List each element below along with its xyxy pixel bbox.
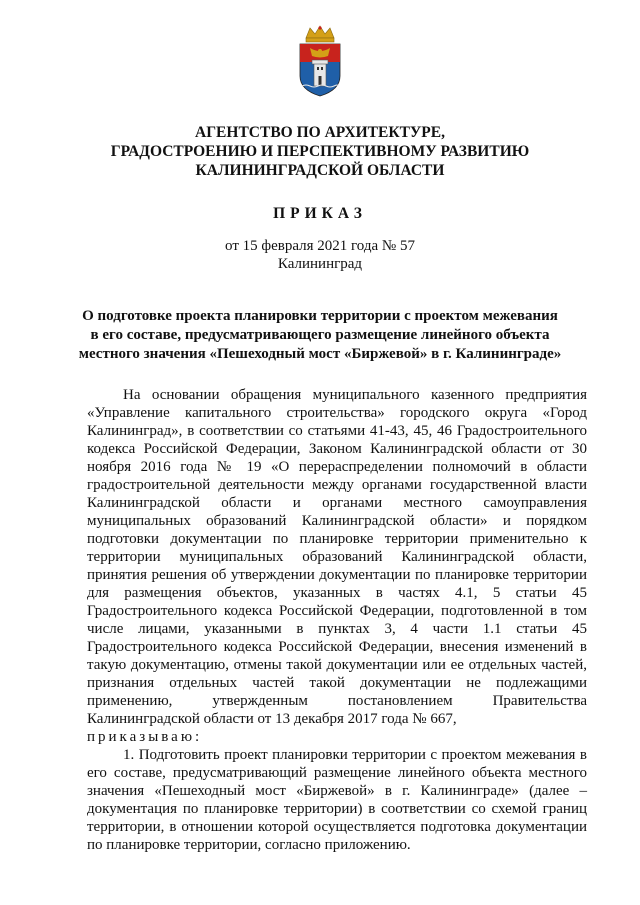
agency-line-2: ГРАДОСТРОЕНИЮ И ПЕРСПЕКТИВНОМУ РАЗВИТИЮ [110, 143, 530, 160]
document-type-title: ПРИКАЗ [273, 205, 367, 222]
body-paragraph-1: На основании обращения муниципального казенного предприятия «Управление капитального строительства» городского округа «Город Калининград», в соответствии со статьями 41-43, 45, 46 Градостроительного кодекса Российской Федерации, Законом Калининградской области от 30 ноября 2016 года № 19 «О перераспределении полномочий в области градостроительной деятельности между органами государственной власти Калининградской области и органами местного самоуправления муниципальных образований Калининградской области» и порядком подготовки документации по планировке территории применительно к территории муниципальных образований Калининградской области, принятия решения об утверждении документации по планировке территории для размещения объектов, указанных в частях 4.1, 5 статьи 45 Градостроительного кодекса Российской Федерации, подготовленной в том числе лицами, указанными в пунктах 3, 4 части 1.1 статьи 45 Градостроительного кодекса Российской Федерации, внесения изменений в такую документацию, отмены такой документации или ее отдельных частей, признания отдельных частей такой документации не подлежащими применению, утвержденным постановлением Правительства Калининградской области от 13 декабря 2017 года № 667, [87, 387, 587, 727]
document-body [87, 386, 587, 854]
agency-line-3: КАЛИНИНГРАДСКОЙ ОБЛАСТИ [195, 162, 445, 179]
agency-line-1: АГЕНТСТВО ПО АРХИТЕКТУРЕ, [195, 124, 445, 141]
body-paragraph-2: 1. Подготовить проект планировки территории с проектом межевания в его составе, предусматривающий размещение линейного объекта местного значения «Пешеходный мост «Биржевой» в г. Калининграде» (далее – документация по планировке территории) в соответствии со схемой границ территории, в отношении которой осуществляется подготовка документации по планировке территории, согласно приложению. [87, 747, 587, 853]
subject-line-2: в его составе, предусматривающего размещение линейного объекта [90, 327, 550, 343]
subject-line-3: местного значения «Пешеходный мост «Биржевой» в г. Калининграде» [78, 346, 562, 362]
agency-name [60, 123, 580, 180]
subject-line-1: О подготовке проекта планировки территории с проектом межевания [82, 308, 558, 324]
document-subject [60, 307, 580, 364]
document-date-number: от 15 февраля 2021 года № 57 [225, 238, 415, 254]
kaliningrad-region-coat-of-arms-icon [296, 24, 344, 98]
order-word: приказываю: [87, 729, 203, 745]
document-city: Калининград [277, 256, 363, 272]
